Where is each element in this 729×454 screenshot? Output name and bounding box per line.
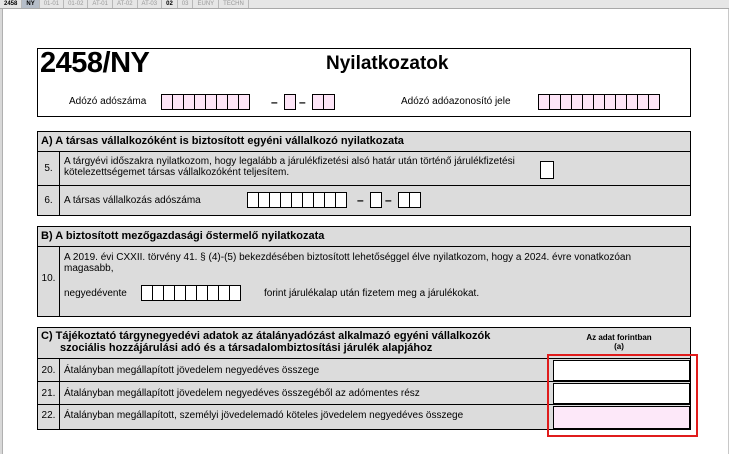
section-c-title-line1: C) Tájékoztató tárgynegyedévi adatok az átalányadózást alkalmazó egyéni vállalkozók	[41, 330, 491, 342]
row-10-suffix: forint járulékalap után fizetem meg a járulékokat.	[264, 288, 480, 299]
row-5-text: A tárgyévi időszakra nyilatkozom, hogy legalább a járulékfizetési alsó határ után történő járulékfizetési kötelezettségemet társas vállalkozóként teljesítem.	[64, 156, 515, 178]
row-number: 5.	[44, 163, 53, 174]
row-10-quarterly-label: negyedévente	[64, 288, 127, 299]
form-id: 2458/NY	[40, 47, 150, 79]
tax-number-input-part3[interactable]	[312, 94, 335, 110]
separator-dash: –	[299, 95, 306, 109]
section-b-title: B) A biztosított mezőgazdasági őstermelő nyilatkozata	[41, 230, 325, 242]
row-21-text: Átalányban megállapított jövedelem negyedéves összegéből az adómentes rész	[64, 388, 420, 399]
separator-dash: –	[271, 95, 278, 109]
tax-id-label: Adózó adóazonosító jele	[401, 96, 511, 107]
separator-dash: –	[357, 193, 364, 207]
column-subheader: (a)	[614, 342, 624, 351]
divider	[59, 246, 60, 317]
tab-01-02[interactable]: 01-02	[64, 0, 88, 8]
tab-euny[interactable]: EUNY	[193, 0, 219, 8]
tab-at-02[interactable]: AT-02	[113, 0, 138, 8]
row-22-text: Átalányban megállapított, személyi jövedelemadó köteles jövedelem negyedéves összege	[64, 410, 464, 421]
divider	[59, 358, 60, 430]
divider	[37, 246, 691, 247]
divider	[37, 151, 691, 152]
row-10-text: A 2019. évi CXXII. törvény 41. § (4)-(5) bekezdésében biztosított lehetőséggel élve nyilatkozom, hogy a 2024. évre vonatkozóan magasabb,	[64, 252, 632, 274]
company-tax-number-part2[interactable]	[370, 192, 382, 208]
tax-number-label: Adózó adószáma	[69, 96, 147, 107]
tab-01-01[interactable]: 01-01	[40, 0, 64, 8]
tab-at-03[interactable]: AT-03	[138, 0, 163, 8]
row-number: 20.	[41, 365, 56, 376]
tab-03[interactable]: 03	[178, 0, 194, 8]
section-c-title-line2: szociális hozzájárulási adó és a társadalombiztosítási járulék alapjához	[60, 342, 433, 354]
column-header: Az adat forintban	[586, 333, 652, 342]
quarterly-amount-input[interactable]	[141, 285, 241, 301]
tax-number-input-part2[interactable]	[284, 94, 296, 110]
tab-techn[interactable]: TECHN	[219, 0, 249, 8]
highlight-frame	[547, 354, 698, 437]
row-number: 21.	[41, 388, 56, 399]
tax-number-input-part1[interactable]	[161, 94, 250, 110]
tab-at-01[interactable]: AT-01	[88, 0, 113, 8]
row-5-checkbox[interactable]	[540, 161, 554, 179]
divider	[59, 151, 60, 216]
section-a-title: A) A társas vállalkozóként is biztosított egyéni vállalkozó nyilatkozata	[41, 135, 404, 147]
row-20-text: Átalányban megállapított jövedelem negyedéves összege	[64, 365, 320, 376]
row-number: 22.	[41, 410, 56, 421]
row-number: 6.	[44, 195, 53, 206]
tab-02[interactable]: 02	[162, 0, 178, 8]
tax-id-input[interactable]	[538, 94, 660, 110]
tab-ny[interactable]: NY	[22, 0, 39, 8]
tab-2458[interactable]: 2458	[0, 0, 22, 8]
form-page-tabs	[0, 0, 729, 9]
company-tax-number-part1[interactable]	[247, 192, 347, 208]
row-6-label: A társas vállalkozás adószáma	[64, 195, 201, 206]
page-title: Nyilatkozatok	[326, 53, 449, 74]
company-tax-number-part3[interactable]	[398, 192, 421, 208]
row-number: 10.	[41, 273, 56, 284]
divider	[37, 185, 691, 186]
left-gutter	[0, 9, 3, 454]
separator-dash: –	[385, 193, 392, 207]
